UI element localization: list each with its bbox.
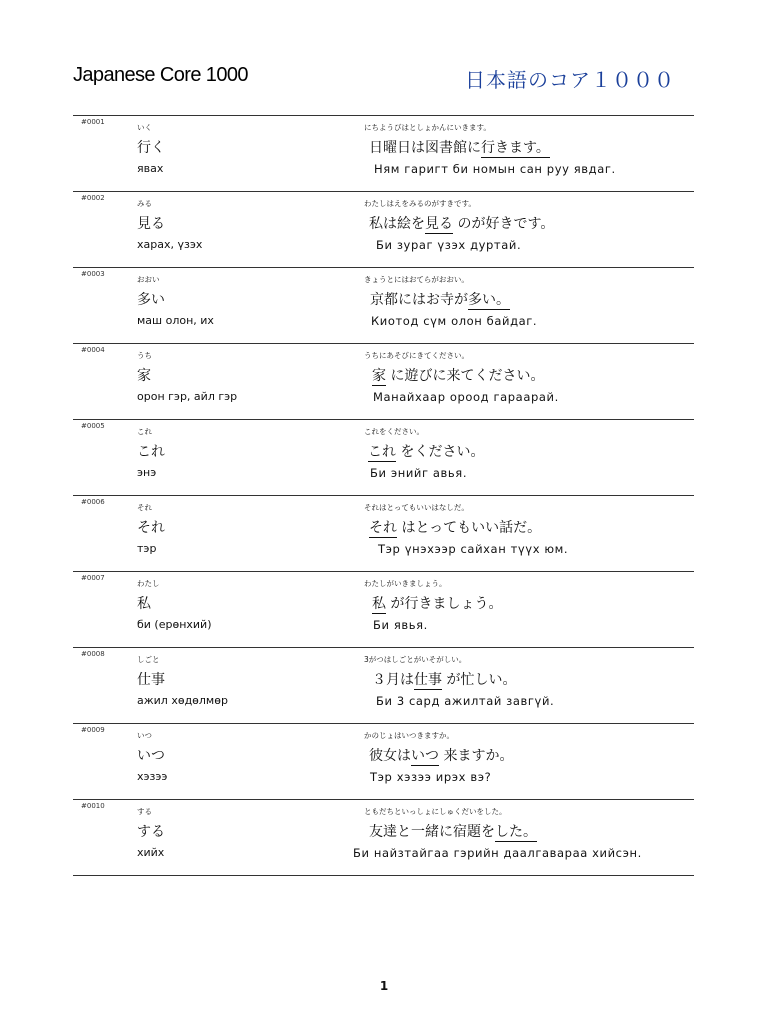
sentence-target-word: 私 xyxy=(372,596,386,612)
page-number: 1 xyxy=(379,979,389,993)
word-meaning: маш олон, их xyxy=(137,314,214,327)
example-sentence xyxy=(369,213,554,233)
word-reading: おおい xyxy=(137,275,160,284)
entry-number: #0004 xyxy=(81,346,105,354)
entry-number: #0002 xyxy=(81,194,105,202)
example-sentence xyxy=(368,441,484,461)
example-sentence xyxy=(369,517,541,537)
entry-number: #0006 xyxy=(81,498,105,506)
sentence-before-target: ３月は xyxy=(372,672,414,688)
sentence-translation: Ням гаригт би номын сан руу явдаг. xyxy=(374,162,616,176)
word-meaning: энэ xyxy=(137,466,157,479)
word-reading: いく xyxy=(137,123,152,132)
sentence-after-target: が忙しい。 xyxy=(442,672,517,688)
vocab-word: 私 xyxy=(137,596,151,612)
sentence-translation: Тэр хэзээ ирэх вэ? xyxy=(370,770,492,784)
vocab-word: する xyxy=(137,824,165,840)
sentence-translation: Манайхаар ороод гараарай. xyxy=(373,390,559,404)
vocab-word: いつ xyxy=(137,748,165,764)
sentence-after-target: をください。 xyxy=(396,444,485,460)
sentence-before-target: 彼女は xyxy=(369,748,411,764)
sentence-reading: ともだちといっしょにしゅくだいをした。 xyxy=(364,807,507,816)
vocab-word: これ xyxy=(137,444,165,460)
word-meaning: тэр xyxy=(137,542,157,555)
example-sentence xyxy=(370,289,510,309)
document-title: Japanese Core 1000 xyxy=(73,64,248,86)
vocab-entry xyxy=(73,572,694,648)
sentence-reading: わたしがいきましょう。 xyxy=(364,579,447,588)
entry-number: #0005 xyxy=(81,422,105,430)
vocab-word: 多い xyxy=(137,292,165,308)
vocab-entry xyxy=(73,800,694,876)
sentence-target-word: それ xyxy=(369,520,397,536)
example-sentence xyxy=(369,745,513,765)
vocab-word: 家 xyxy=(137,368,151,384)
example-sentence xyxy=(369,137,550,157)
document-title-japanese: 日本語のコア１０００ xyxy=(465,68,675,92)
sentence-reading: きょうとにはおてらがおおい。 xyxy=(364,275,469,284)
vocab-entry xyxy=(73,724,694,800)
vocab-entry xyxy=(73,268,694,344)
vocab-entry xyxy=(73,496,694,572)
entry-divider xyxy=(73,875,694,876)
sentence-target-word: 多い。 xyxy=(468,292,510,308)
word-meaning: явах xyxy=(137,162,164,175)
sentence-translation: Би 3 сард ажилтай завгүй. xyxy=(376,694,555,708)
example-sentence xyxy=(372,365,544,385)
sentence-target-word: 見る xyxy=(425,216,453,232)
sentence-translation: Тэр үнэхээр сайхан түүх юм. xyxy=(378,542,569,556)
word-reading: それ xyxy=(137,503,152,512)
sentence-before-target: 京都にはお寺が xyxy=(370,292,468,308)
sentence-before-target: 友達と一緒に宿題を xyxy=(369,824,495,840)
entry-number: #0008 xyxy=(81,650,105,658)
word-reading: みる xyxy=(137,199,152,208)
sentence-target-word: いつ xyxy=(411,748,439,764)
example-sentence xyxy=(372,593,502,613)
sentence-reading: それはとってもいいはなしだ。 xyxy=(364,503,469,512)
sentence-after-target: に遊びに来てください。 xyxy=(386,368,545,384)
vocab-entry xyxy=(73,344,694,420)
word-reading: うち xyxy=(137,351,152,360)
entry-number: #0009 xyxy=(81,726,105,734)
word-meaning: орон гэр, айл гэр xyxy=(137,390,238,403)
sentence-after-target: はとってもいい話だ。 xyxy=(397,520,542,536)
sentence-reading: にちようびはとしょかんにいきます。 xyxy=(364,123,491,132)
vocab-entry xyxy=(73,420,694,496)
sentence-after-target: が行きましょう。 xyxy=(386,596,503,612)
sentence-target-word: 家 xyxy=(372,368,386,384)
vocab-word: それ xyxy=(137,520,165,536)
entry-number: #0001 xyxy=(81,118,105,126)
sentence-after-target: 来ますか。 xyxy=(439,748,514,764)
word-meaning: хэзээ xyxy=(137,770,168,783)
entry-number: #0007 xyxy=(81,574,105,582)
sentence-translation: Би энийг авья. xyxy=(370,466,468,480)
sentence-reading: うちにあそびにきてください。 xyxy=(364,351,469,360)
sentence-before-target: 日曜日は図書館に xyxy=(369,140,481,156)
sentence-translation: Би зураг үзэх дуртай. xyxy=(376,238,522,252)
word-reading: わたし xyxy=(137,579,160,588)
word-meaning: би (ерөнхий) xyxy=(137,618,212,631)
sentence-reading: 3がつはしごとがいそがしい。 xyxy=(364,655,467,664)
vocab-entry xyxy=(73,116,694,192)
entry-number: #0010 xyxy=(81,802,105,810)
sentence-reading: かのじょはいつきますか。 xyxy=(364,731,454,740)
word-reading: これ xyxy=(137,427,152,436)
example-sentence xyxy=(372,669,516,689)
sentence-translation: Киотод сүм олон байдаг. xyxy=(371,314,538,328)
sentence-reading: これをください。 xyxy=(364,427,424,436)
sentence-target-word: 仕事 xyxy=(414,672,442,688)
vocab-entry xyxy=(73,648,694,724)
sentence-reading: わたしはえをみるのがすきです。 xyxy=(364,199,476,208)
vocab-word: 見る xyxy=(137,216,165,232)
word-meaning: ажил хөдөлмөр xyxy=(137,694,228,707)
word-reading: いつ xyxy=(137,731,152,740)
sentence-translation: Би найзтайгаа гэрийн даалгавараа хийсэн. xyxy=(353,846,642,860)
example-sentence xyxy=(369,821,537,841)
vocab-entry xyxy=(73,192,694,268)
vocab-word: 行く xyxy=(137,140,165,156)
sentence-translation: Би явья. xyxy=(373,618,428,632)
sentence-target-word: これ xyxy=(368,444,396,460)
sentence-before-target: 私は絵を xyxy=(369,216,425,232)
entry-number: #0003 xyxy=(81,270,105,278)
word-reading: しごと xyxy=(137,655,160,664)
sentence-target-word: した。 xyxy=(495,824,537,840)
vocab-word: 仕事 xyxy=(137,672,165,688)
word-reading: する xyxy=(137,807,152,816)
word-meaning: хийх xyxy=(137,846,165,859)
sentence-after-target: のが好きです。 xyxy=(453,216,555,232)
sentence-target-word: 行きます。 xyxy=(481,140,550,156)
word-meaning: харах, үзэх xyxy=(137,238,203,251)
